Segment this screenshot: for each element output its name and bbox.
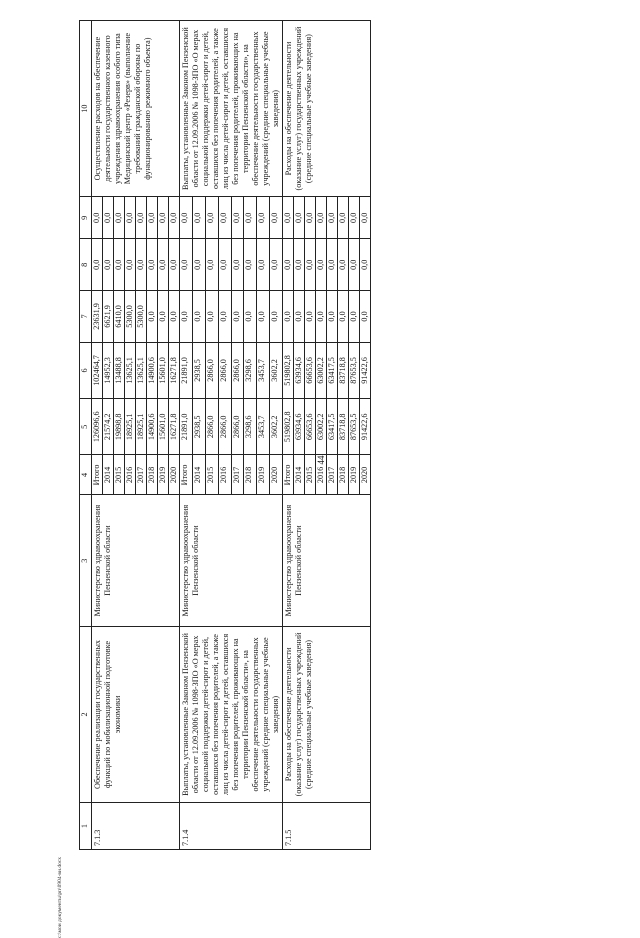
item-name: Расходы на обеспечение деятельности (оказание услуг) государственных учреждений (средние специальные учебные заведения): [283, 626, 371, 802]
value-regional: 21891,0: [180, 342, 193, 398]
value-col8: 0,0: [244, 239, 257, 291]
value-col8: 0,0: [180, 239, 193, 291]
value-col9: 0,0: [125, 197, 136, 239]
item-result: Расходы на обеспечение деятельности (оказание услуг) государственных учреждений (средние специальные учебные заведения): [283, 21, 371, 197]
year-cell: 2018: [147, 455, 158, 495]
value-col9: 0,0: [360, 197, 371, 239]
value-col8: 0,0: [103, 239, 114, 291]
value-total: 21891,0: [180, 399, 193, 455]
value-regional: 83718,8: [338, 342, 349, 398]
value-total: 2866,0: [218, 399, 231, 455]
value-regional: 3298,6: [244, 342, 257, 398]
year-cell: 2017: [231, 455, 244, 495]
value-federal: 0,0: [158, 291, 169, 343]
value-col9: 0,0: [316, 197, 327, 239]
column-number: 7: [80, 291, 92, 343]
value-col8: 0,0: [257, 239, 270, 291]
value-col9: 0,0: [244, 197, 257, 239]
value-total: 126096,6: [92, 399, 103, 455]
value-federal: 0,0: [205, 291, 218, 343]
value-col8: 0,0: [294, 239, 305, 291]
value-regional: 2866,0: [218, 342, 231, 398]
year-cell: 2020: [270, 455, 283, 495]
value-col8: 0,0: [327, 239, 338, 291]
value-regional: 66653,6: [305, 342, 316, 398]
value-col9: 0,0: [205, 197, 218, 239]
value-col8: 0,0: [231, 239, 244, 291]
column-number: 8: [80, 239, 92, 291]
value-total: 63417,5: [327, 399, 338, 455]
value-total: 14900,6: [147, 399, 158, 455]
value-federal: 0,0: [294, 291, 305, 343]
value-total: 91422,6: [360, 399, 371, 455]
value-total: 15601,0: [158, 399, 169, 455]
value-federal: 5300,0: [125, 291, 136, 343]
value-col8: 0,0: [283, 239, 294, 291]
value-regional: 14952,3: [103, 342, 114, 398]
item-code: 7.1.3: [92, 803, 180, 850]
value-federal: 0,0: [257, 291, 270, 343]
rotated-table-container: [79, 20, 569, 850]
value-federal: 5300,0: [136, 291, 147, 343]
column-number: 10: [80, 21, 92, 197]
value-total: 66653,6: [305, 399, 316, 455]
value-col8: 0,0: [205, 239, 218, 291]
value-regional: 519802,8: [283, 342, 294, 398]
value-total: 19898,8: [114, 399, 125, 455]
value-federal: 0,0: [283, 291, 294, 343]
value-total: 519802,8: [283, 399, 294, 455]
value-federal: 0,0: [349, 291, 360, 343]
year-cell: 2016: [316, 455, 327, 495]
value-total: 2866,0: [231, 399, 244, 455]
table-row: [180, 21, 193, 850]
value-regional: 2866,0: [231, 342, 244, 398]
value-col9: 0,0: [147, 197, 158, 239]
year-cell: 2014: [192, 455, 205, 495]
column-number: 6: [80, 342, 92, 398]
value-col9: 0,0: [327, 197, 338, 239]
value-col9: 0,0: [349, 197, 360, 239]
value-regional: 63934,6: [294, 342, 305, 398]
footer-file-path: c:\мои документы\рп\0904-ви.docx: [57, 856, 63, 938]
value-federal: 0,0: [244, 291, 257, 343]
value-regional: 63002,2: [316, 342, 327, 398]
value-federal: 0,0: [305, 291, 316, 343]
value-total: 2866,0: [205, 399, 218, 455]
item-result: Выплаты, установленные Законом Пензенской области от 12.09.2006 № 1098-ЗПО «О мерах социальной поддержки детей-сирот и детей, оставшихся без попечения родителей, а также лиц из числа детей-сирот и детей, оставшихся без попечения родителей, проживающих на территории Пензенской области», на обеспечение деятельности государственных учреждений (средние специальные учебные заведения): [180, 21, 283, 197]
item-executor: Министерство здравоохранения Пензенской области: [92, 495, 180, 627]
value-col9: 0,0: [283, 197, 294, 239]
value-col8: 0,0: [218, 239, 231, 291]
year-cell: 2018: [244, 455, 257, 495]
value-total: 18925,1: [136, 399, 147, 455]
value-total: 16271,8: [169, 399, 180, 455]
value-federal: 6621,9: [103, 291, 114, 343]
value-federal: 0,0: [360, 291, 371, 343]
value-federal: 6410,0: [114, 291, 125, 343]
value-col8: 0,0: [92, 239, 103, 291]
year-cell: 2017: [136, 455, 147, 495]
value-col8: 0,0: [316, 239, 327, 291]
item-executor: Министерство здравоохранения Пензенской области: [283, 495, 371, 627]
value-total: 3453,7: [257, 399, 270, 455]
year-cell: 2019: [158, 455, 169, 495]
value-regional: 3453,7: [257, 342, 270, 398]
value-regional: 91422,6: [360, 342, 371, 398]
value-col9: 0,0: [305, 197, 316, 239]
column-number-row: [80, 21, 92, 850]
value-col8: 0,0: [114, 239, 125, 291]
value-regional: 16271,8: [169, 342, 180, 398]
budget-table: [79, 20, 371, 850]
value-col8: 0,0: [192, 239, 205, 291]
value-col9: 0,0: [257, 197, 270, 239]
value-federal: 0,0: [180, 291, 193, 343]
value-federal: 0,0: [147, 291, 158, 343]
year-cell: 2015: [205, 455, 218, 495]
year-cell: 2020: [169, 455, 180, 495]
table-row: [283, 21, 294, 850]
value-regional: 63417,5: [327, 342, 338, 398]
value-col9: 0,0: [103, 197, 114, 239]
value-regional: 13625,1: [125, 342, 136, 398]
page-number: 44: [316, 455, 326, 465]
value-total: 21574,2: [103, 399, 114, 455]
value-col9: 0,0: [192, 197, 205, 239]
item-result: Осуществление расходов на обеспечение деятельности государственного казенного учреждения здравоохранения особого типа Медицинский центр «Резерв» (выполнение требований гражданской обороны по функционированию режимного объекта): [92, 21, 180, 197]
column-number: 5: [80, 399, 92, 455]
value-col9: 0,0: [231, 197, 244, 239]
value-federal: 0,0: [231, 291, 244, 343]
value-federal: 0,0: [169, 291, 180, 343]
item-name: Обеспечение реализации государственных функций по мобилизационной подготовке экономики: [92, 626, 180, 802]
value-regional: 87653,5: [349, 342, 360, 398]
year-cell: 2019: [349, 455, 360, 495]
column-number: 4: [80, 455, 92, 495]
value-col9: 0,0: [158, 197, 169, 239]
value-col9: 0,0: [218, 197, 231, 239]
table-row: [92, 21, 103, 850]
item-code: 7.1.5: [283, 803, 371, 850]
item-executor: Министерство здравоохранения Пензенской области: [180, 495, 283, 627]
value-regional: 2866,0: [205, 342, 218, 398]
value-col9: 0,0: [294, 197, 305, 239]
value-col9: 0,0: [338, 197, 349, 239]
value-total: 63934,6: [294, 399, 305, 455]
value-col8: 0,0: [125, 239, 136, 291]
value-col8: 0,0: [305, 239, 316, 291]
value-federal: 0,0: [338, 291, 349, 343]
value-total: 63002,2: [316, 399, 327, 455]
value-regional: 13488,8: [114, 342, 125, 398]
value-total: 83718,8: [338, 399, 349, 455]
column-number: 3: [80, 495, 92, 627]
value-total: 3298,6: [244, 399, 257, 455]
value-col8: 0,0: [136, 239, 147, 291]
year-cell: Итого: [92, 455, 103, 495]
value-total: 18925,1: [125, 399, 136, 455]
value-col8: 0,0: [338, 239, 349, 291]
value-col9: 0,0: [92, 197, 103, 239]
value-regional: 102464,7: [92, 342, 103, 398]
value-federal: 0,0: [327, 291, 338, 343]
value-regional: 3602,2: [270, 342, 283, 398]
value-col9: 0,0: [270, 197, 283, 239]
value-col8: 0,0: [169, 239, 180, 291]
value-col9: 0,0: [169, 197, 180, 239]
column-number: 1: [80, 803, 92, 850]
value-federal: 23631,9: [92, 291, 103, 343]
year-cell: 2018: [338, 455, 349, 495]
year-cell: Итого: [283, 455, 294, 495]
value-col9: 0,0: [114, 197, 125, 239]
year-cell: 2014: [103, 455, 114, 495]
value-regional: 14900,6: [147, 342, 158, 398]
value-col8: 0,0: [360, 239, 371, 291]
item-code: 7.1.4: [180, 803, 283, 850]
value-col8: 0,0: [349, 239, 360, 291]
value-col8: 0,0: [270, 239, 283, 291]
year-cell: 2016: [125, 455, 136, 495]
value-col8: 0,0: [147, 239, 158, 291]
value-federal: 0,0: [218, 291, 231, 343]
value-regional: 15601,0: [158, 342, 169, 398]
column-number: 2: [80, 626, 92, 802]
year-cell: Итого: [180, 455, 193, 495]
value-federal: 0,0: [270, 291, 283, 343]
year-cell: 2014: [294, 455, 305, 495]
value-total: 87653,5: [349, 399, 360, 455]
value-regional: 13625,1: [136, 342, 147, 398]
value-col8: 0,0: [158, 239, 169, 291]
value-col9: 0,0: [180, 197, 193, 239]
year-cell: 2015: [114, 455, 125, 495]
item-name: Выплаты, установленные Законом Пензенской области от 12.09.2006 № 1098-ЗПО «О мерах социальной поддержки детей-сирот и детей, оставшихся без попечения родителей, а также лиц из числа детей-сирот и детей, оставшихся без попечения родителей, проживающих на территории Пензенской области», на обеспечение деятельности государственных учреждений (средние специальные учебные заведения): [180, 626, 283, 802]
year-cell: 2017: [327, 455, 338, 495]
year-cell: 2020: [360, 455, 371, 495]
value-federal: 0,0: [316, 291, 327, 343]
year-cell: 2015: [305, 455, 316, 495]
value-col9: 0,0: [136, 197, 147, 239]
column-number: 9: [80, 197, 92, 239]
value-total: 3602,2: [270, 399, 283, 455]
value-federal: 0,0: [192, 291, 205, 343]
year-cell: 2019: [257, 455, 270, 495]
value-total: 2938,5: [192, 399, 205, 455]
year-cell: 2016: [218, 455, 231, 495]
value-regional: 2938,5: [192, 342, 205, 398]
